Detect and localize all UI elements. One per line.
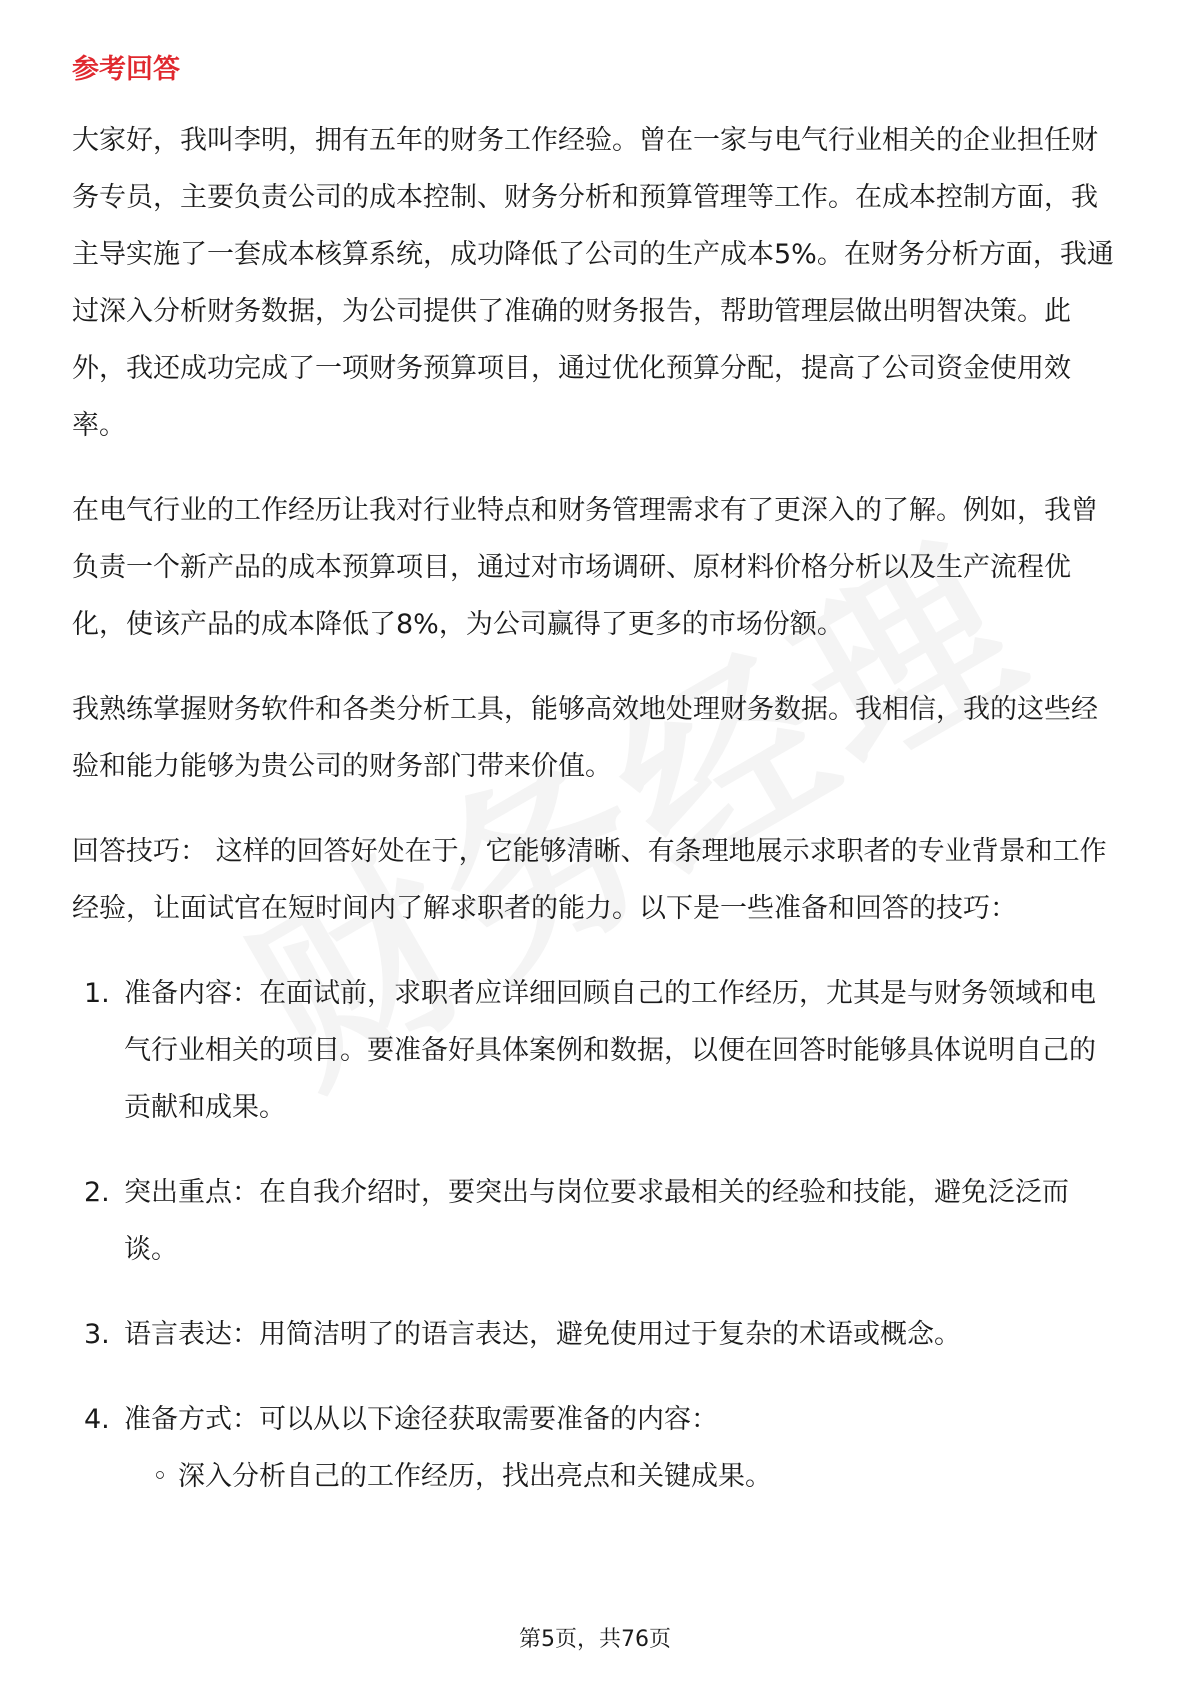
tip-text: 准备方式：可以从以下途径获取需要准备的内容： (124, 1404, 718, 1435)
tip-item-2 (84, 1164, 1122, 1278)
answer-paragraph-1: 大家好，我叫李明，拥有五年的财务工作经验。曾在一家与电气行业相关的企业担任财务专员，主要负责公司的成本控制、财务分析和预算管理等工作。在成本控制方面，我主导实施了一套成本核算系统，成功降低了公司的生产成本5%。在财务分析方面，我通过深入分析财务数据，为公司提供了准确的财务报告，帮助管理层做出明智决策。此外，我还成功完成了一项财务预算项目，通过优化预算分配，提高了公司资金使用效率。 (72, 125, 1114, 441)
tip-item-3 (84, 1306, 1122, 1363)
sub-list-item (152, 1448, 1122, 1505)
tips-list (72, 965, 1122, 1505)
answer-paragraph-2: 在电气行业的工作经历让我对行业特点和财务管理需求有了更深入的了解。例如，我曾负责一个新产品的成本预算项目，通过对市场调研、原材料价格分析以及生产流程优化，使该产品的成本降低了8%，为公司赢得了更多的市场份额。 (72, 495, 1098, 640)
answer-paragraph-3: 我熟练掌握财务软件和各类分析工具，能够高效地处理财务数据。我相信，我的这些经验和能力能够为贵公司的财务部门带来价值。 (72, 694, 1098, 782)
tip-item-4 (84, 1391, 1122, 1505)
tip-text: 准备内容：在面试前，求职者应详细回顾自己的工作经历，尤其是与财务领域和电气行业相关的项目。要准备好具体案例和数据，以便在回答时能够具体说明自己的贡献和成果。 (124, 978, 1096, 1123)
page-footer: 第5页，共76页 (519, 1627, 671, 1652)
hollow-bullet-icon: ◦ (152, 1461, 168, 1492)
tip-text: 突出重点：在自我介绍时，要突出与岗位要求最相关的经验和技能，避免泛泛而谈。 (124, 1177, 1069, 1265)
sub-item-text: 深入分析自己的工作经历，找出亮点和关键成果。 (178, 1461, 772, 1492)
sub-list (124, 1448, 1122, 1505)
tip-number: 1. (84, 978, 110, 1009)
tips-intro-paragraph: 回答技巧： 这样的回答好处在于，它能够清晰、有条理地展示求职者的专业背景和工作经验，让面试官在短时间内了解求职者的能力。以下是一些准备和回答的技巧： (72, 836, 1107, 924)
tip-number: 2. (84, 1177, 110, 1208)
section-heading: 参考回答 (72, 54, 180, 85)
tip-number: 3. (84, 1319, 110, 1350)
tip-item-1 (84, 965, 1122, 1136)
tip-text: 语言表达：用简洁明了的语言表达，避免使用过于复杂的术语或概念。 (124, 1319, 961, 1350)
document-body (72, 112, 1122, 1533)
tip-number: 4. (84, 1404, 110, 1435)
